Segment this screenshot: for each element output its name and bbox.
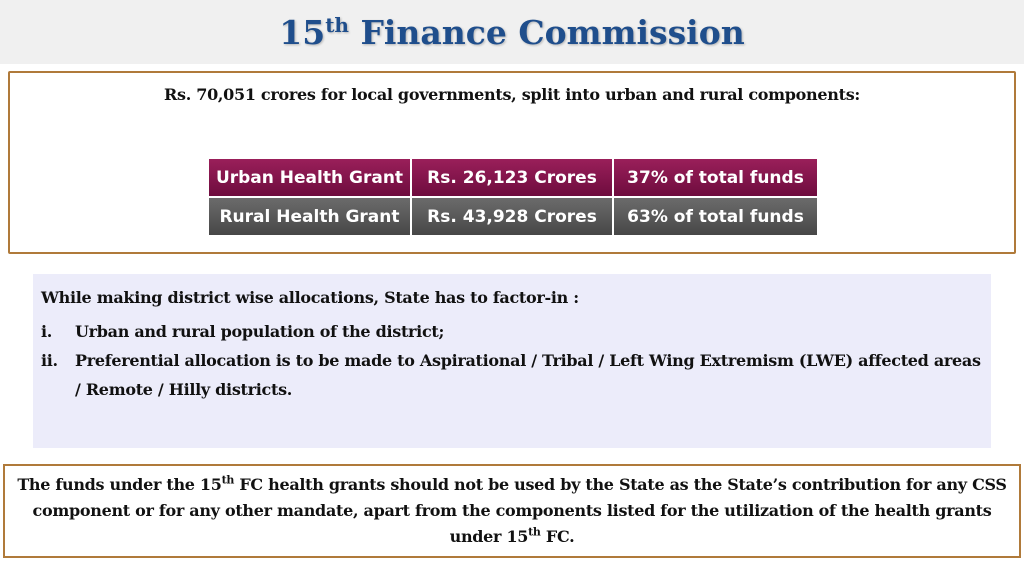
page-title [279,13,744,52]
rural-grant-name: Rural Health Grant [208,197,411,236]
list-item [41,346,981,404]
title-bar [0,0,1024,64]
list-item-text: Urban and rural population of the district; [75,322,445,341]
list-marker: ii. [41,351,58,370]
urban-grant-name: Urban Health Grant [208,158,411,197]
funds-note [13,472,1011,550]
note-part-3: FC. [540,527,575,546]
note-part-2: FC health grants should not be used by the State as the State’s contribution for any CSS component or for any other mandate, apart from the components listed for the utilization of the health grants under 15 [32,475,1007,546]
grant-table [208,158,818,236]
list-item [41,317,981,346]
rural-grant-share: 63% of total funds [613,197,818,236]
allocation-summary: Rs. 70,051 crores for local governments, split into urban and rural components: [163,85,861,104]
note-sup-1: th [221,473,235,487]
district-allocation-box [33,274,991,448]
title-number: 15 [279,12,326,52]
note-sup-2: th [528,525,541,539]
list-marker: i. [41,322,53,341]
title-text: Finance Commission [360,12,745,52]
rural-grant-amount: Rs. 43,928 Crores [411,197,613,236]
urban-grant-amount: Rs. 26,123 Crores [411,158,613,197]
district-factor-list [41,317,981,404]
title-suffix: th [325,12,349,37]
urban-grant-share: 37% of total funds [613,158,818,197]
district-intro: While making district wise allocations, State has to factor-in : [41,288,579,307]
list-item-text: Preferential allocation is to be made to Aspirational / Tribal / Left Wing Extremism (LWE) affected areas / Remote / Hilly districts. [75,351,981,399]
funds-note-box [3,464,1021,558]
note-part-1: The funds under the 15 [17,475,222,494]
